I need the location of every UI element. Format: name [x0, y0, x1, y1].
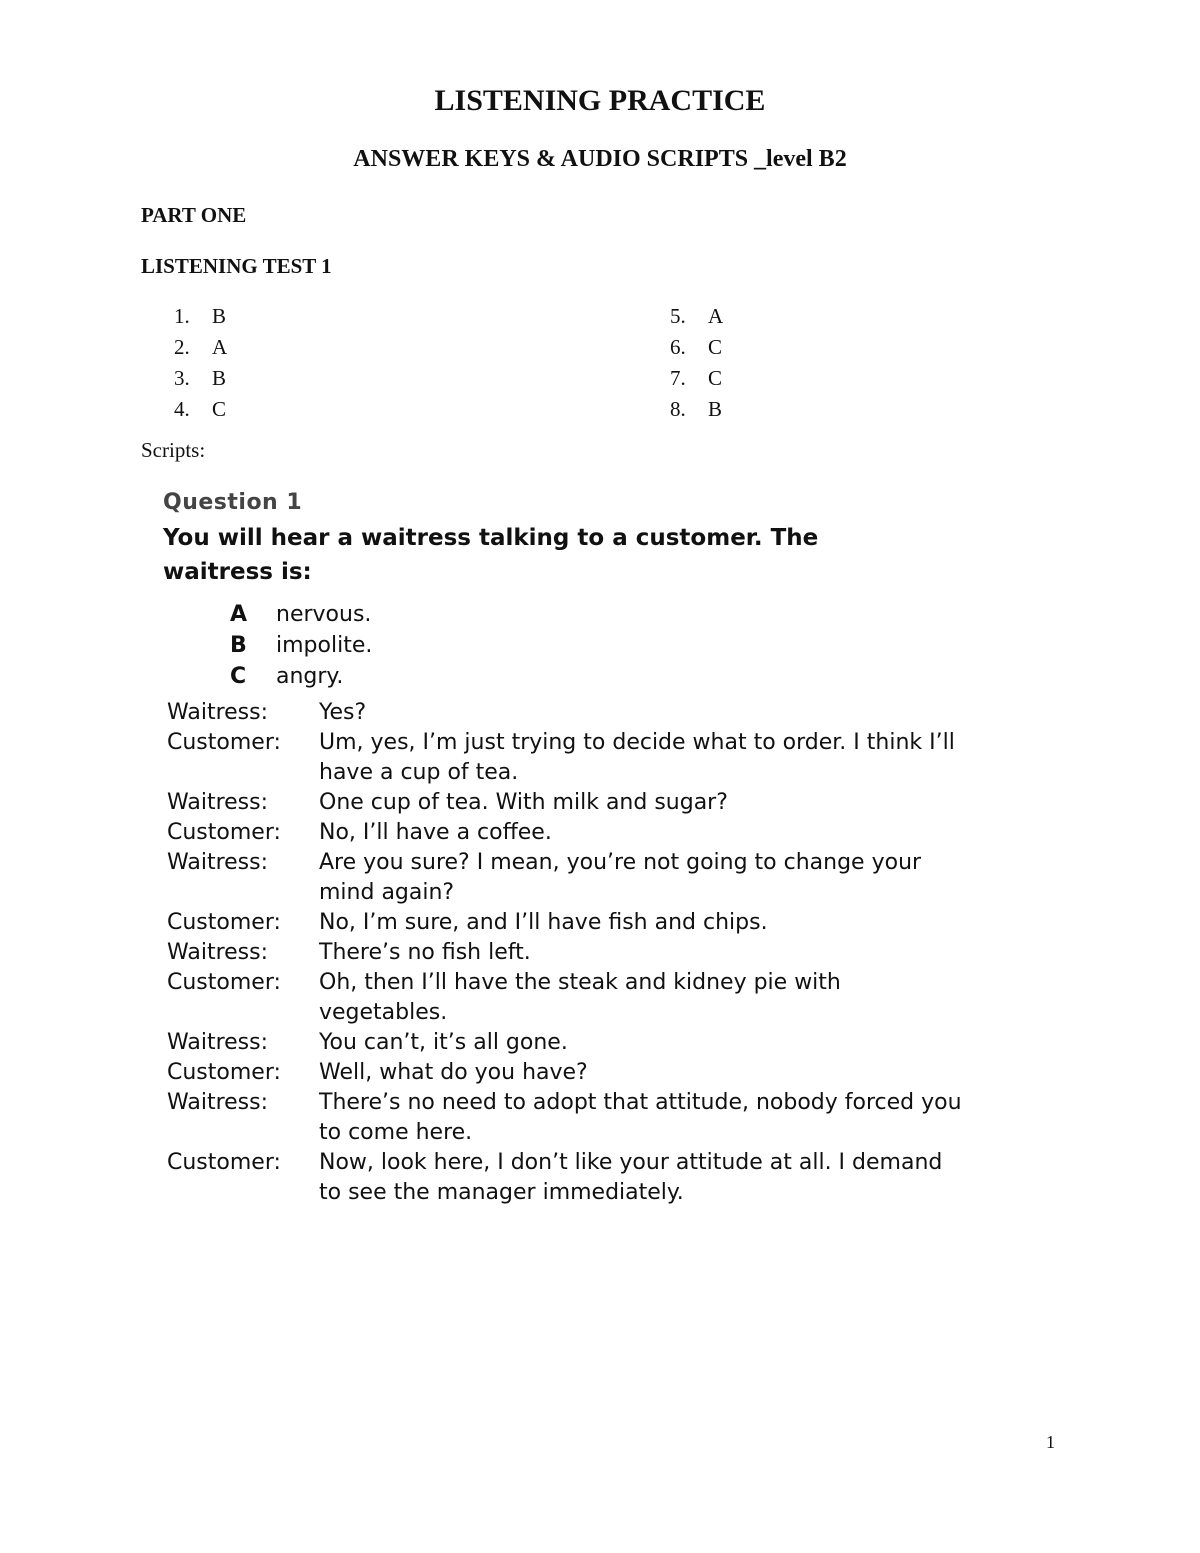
page-number: 1 — [1046, 1432, 1055, 1452]
question-prompt: You will hear a waitress talking to a customer. The waitress is: — [163, 525, 819, 585]
dialogue-turn — [167, 968, 987, 1028]
speech-text: Oh, then I’ll have the steak and kidney pie with vegetables. — [319, 970, 841, 1025]
dialogue-turn — [167, 728, 987, 788]
answer-number: 8. — [670, 397, 686, 421]
scripts-label: Scripts: — [141, 438, 206, 462]
part-heading: PART ONE — [141, 203, 247, 227]
document-subtitle: ANSWER KEYS & AUDIO SCRIPTS _level B2 — [353, 146, 847, 172]
answer-letter: B — [212, 366, 227, 390]
document-title: LISTENING PRACTICE — [434, 84, 766, 117]
answer-number: 7. — [670, 366, 686, 390]
answer-letter: C — [708, 335, 723, 359]
dialogue-script — [167, 698, 987, 1208]
answer-item — [174, 304, 227, 335]
dialogue-turn — [167, 1058, 987, 1088]
speech-text: One cup of tea. With milk and sugar? — [319, 790, 728, 815]
speaker-label: Customer: — [167, 820, 281, 845]
option-text: angry. — [276, 664, 344, 689]
speech-text: There’s no fish left. — [319, 940, 531, 965]
speaker-label: Waitress: — [167, 850, 268, 875]
dialogue-turn — [167, 1148, 987, 1208]
answer-letter: A — [212, 335, 228, 359]
option-letter: B — [230, 633, 247, 658]
answer-letter: B — [212, 304, 227, 328]
option-letter: C — [230, 664, 247, 689]
answer-item — [174, 366, 227, 397]
speaker-label: Waitress: — [167, 790, 268, 815]
answer-item — [670, 366, 723, 397]
speaker-label: Waitress: — [167, 700, 268, 725]
dialogue-turn — [167, 698, 987, 728]
option-text: nervous. — [276, 602, 372, 627]
speech-text: Yes? — [319, 700, 367, 725]
question-heading: Question 1 — [163, 490, 303, 515]
question-block — [163, 490, 983, 692]
answer-number: 4. — [174, 397, 190, 421]
question-options — [163, 599, 983, 692]
speaker-label: Customer: — [167, 970, 281, 995]
speaker-label: Waitress: — [167, 1030, 268, 1055]
option-item — [230, 599, 983, 630]
dialogue-turn — [167, 1088, 987, 1148]
speech-text: Are you sure? I mean, you’re not going to change your mind again? — [319, 850, 922, 905]
answer-item — [174, 397, 227, 428]
test-heading: LISTENING TEST 1 — [141, 254, 332, 278]
speech-text: No, I’ll have a coffee. — [319, 820, 552, 845]
speech-text: You can’t, it’s all gone. — [319, 1030, 568, 1055]
speaker-label: Customer: — [167, 1150, 281, 1175]
dialogue-turn — [167, 848, 987, 908]
answer-item — [174, 335, 227, 366]
speaker-label: Customer: — [167, 1060, 281, 1085]
answer-item — [670, 397, 723, 428]
answer-number: 5. — [670, 304, 686, 328]
answer-item — [670, 304, 723, 335]
answer-number: 6. — [670, 335, 686, 359]
answer-number: 1. — [174, 304, 190, 328]
dialogue-turn — [167, 788, 987, 818]
answer-number: 3. — [174, 366, 190, 390]
answer-letter: C — [708, 366, 723, 390]
speech-text: Um, yes, I’m just trying to decide what to order. I think I’ll have a cup of tea. — [319, 730, 955, 785]
option-letter: A — [230, 602, 248, 627]
answer-number: 2. — [174, 335, 190, 359]
speaker-label: Waitress: — [167, 1090, 268, 1115]
answer-key-left-column — [174, 304, 227, 428]
speech-text: No, I’m sure, and I’ll have fish and chips. — [319, 910, 768, 935]
option-item — [230, 630, 983, 661]
answer-key-right-column — [670, 304, 723, 428]
speaker-label: Waitress: — [167, 940, 268, 965]
answer-letter: C — [212, 397, 227, 421]
dialogue-turn — [167, 938, 987, 968]
option-text: impolite. — [276, 633, 373, 658]
speaker-label: Customer: — [167, 730, 281, 755]
answer-letter: A — [708, 304, 724, 328]
answer-item — [670, 335, 723, 366]
option-item — [230, 661, 983, 692]
speech-text: There’s no need to adopt that attitude, nobody forced you to come here. — [319, 1090, 962, 1145]
speech-text: Well, what do you have? — [319, 1060, 588, 1085]
answer-letter: B — [708, 397, 723, 421]
dialogue-turn — [167, 818, 987, 848]
dialogue-turn — [167, 908, 987, 938]
speaker-label: Customer: — [167, 910, 281, 935]
speech-text: Now, look here, I don’t like your attitude at all. I demand to see the manager immediately. — [319, 1150, 943, 1205]
dialogue-turn — [167, 1028, 987, 1058]
